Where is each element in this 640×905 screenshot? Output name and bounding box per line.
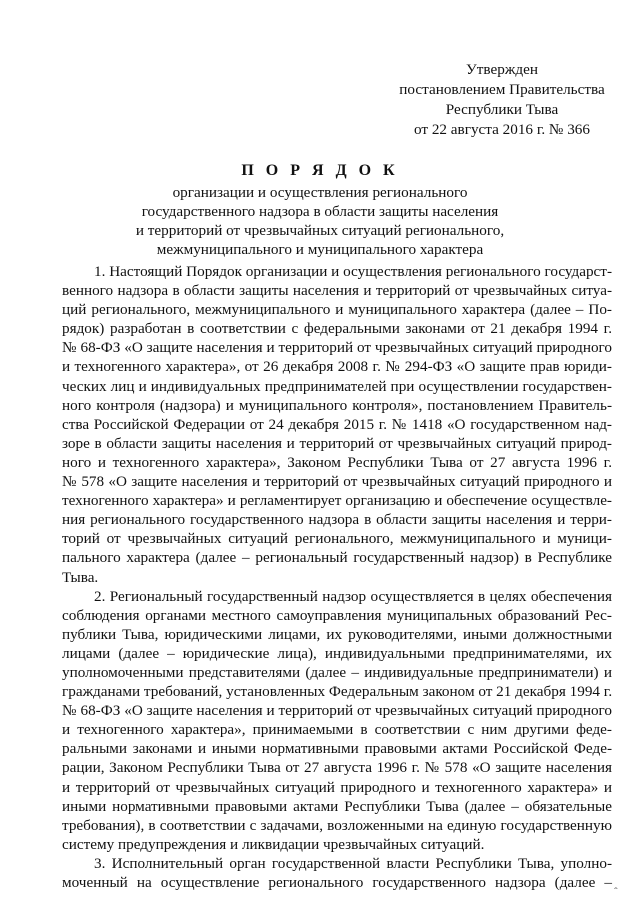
paragraph-1-line: техногенного характера» и регламентирует организацию и обеспечение осуществле- xyxy=(62,492,612,510)
paragraph-1-line: № 578 «О защите населения и территорий от чрезвычайных ситуаций природного и xyxy=(62,473,612,491)
paragraph-1-line: ций регионального, межмуниципального и муниципального характера (далее – По- xyxy=(62,301,612,319)
paragraph-2-line: лицами (далее – юридические лица), индивидуальными предпринимателями, их xyxy=(62,644,612,662)
approval-line: постановлением Правительства xyxy=(399,81,605,98)
subtitle-line: организации и осуществления регионального xyxy=(172,184,468,201)
paragraph-1-line: ческих лиц и индивидуальных предпринимателей при осуществлении государствен- xyxy=(62,377,612,395)
paragraph-1-line: ства Российской Федерации от 24 декабря 2015 г. № 1418 «О государственном над- xyxy=(62,415,612,433)
approval-line: Республики Тыва xyxy=(445,101,559,118)
paragraph-2-line: иными нормативными правовыми актами Республики Тыва (далее – обязательные xyxy=(62,797,612,815)
subtitle-line: и территорий от чрезвычайных ситуаций регионального, xyxy=(135,222,505,239)
paragraph-1-line: № 68-ФЗ «О защите населения и территорий от чрезвычайных ситуаций природного xyxy=(62,339,612,357)
paragraph-2-line: систему предупреждения и ликвидации чрезвычайных ситуаций. xyxy=(62,835,485,853)
approval-line: Утвержден xyxy=(466,61,538,78)
scan-mark-icon: ˆ xyxy=(614,886,618,898)
paragraph-1-line: ния регионального государственного надзора в области защиты населения и терри- xyxy=(62,511,612,529)
paragraph-2-line: ральными законами и иными нормативными правовыми актами Российской Феде- xyxy=(62,740,612,758)
paragraph-2-line: публики Тыва, юридическими лицами, их руководителями, иными должностными xyxy=(62,625,612,643)
paragraph-3-line: моченный на осуществление регионального государственного надзора (далее – xyxy=(62,874,612,891)
paragraph-1-line: венного надзора в области защиты населения и территорий от чрезвычайных ситуа- xyxy=(62,282,612,300)
document-title: П О Р Я Д О К xyxy=(241,162,399,179)
approval-block xyxy=(386,60,618,140)
paragraph-2-line: и территорий от чрезвычайных ситуаций природного и техногенного характера» и xyxy=(62,778,612,796)
paragraph-1-line: пального характера (далее – региональный государственный надзор) в Республике xyxy=(62,549,612,567)
paragraph-1-line: ного и техногенного характера», Законом Республики Тыва от 27 августа 1996 г. xyxy=(62,453,612,471)
paragraph-2-line: № 68-ФЗ «О защите населения и территорий от чрезвычайных ситуаций природного xyxy=(62,702,612,720)
paragraph-3-line: 3. Исполнительный орган государственной власти Республики Тыва, уполно- xyxy=(94,854,612,872)
paragraph-1-line: ного контроля (надзора) и муниципального контроля», постановлением Правитель- xyxy=(62,396,612,414)
paragraph-1-line: торий от чрезвычайных ситуаций регионального, межмуниципального и муници- xyxy=(62,530,612,548)
paragraph-1-line: зоре в области защиты населения и территорий от чрезвычайных ситуаций природ- xyxy=(62,434,612,452)
paragraph-2-line: соблюдения органами местного самоуправления муниципальных образований Рес- xyxy=(62,606,612,624)
paragraph-2-line: и техногенного характера», принимаемыми в соответствии с ним другими феде- xyxy=(62,721,612,739)
paragraph-2-line: требования), в соответствии с задачами, возложенными на единую государственную xyxy=(62,816,612,834)
document-subtitle xyxy=(0,183,640,259)
subtitle-line: межмуниципального и муниципального характера xyxy=(156,241,484,258)
subtitle-line: государственного надзора в области защиты населения xyxy=(141,203,499,220)
document-body xyxy=(62,262,612,892)
paragraph-1-line: рядок) разработан в соответствии с федеральными законами от 21 декабря 1994 г. xyxy=(62,320,612,338)
approval-date-line: от 22 августа 2016 г. № 366 xyxy=(414,121,590,138)
paragraph-2-line: 2. Региональный государственный надзор осуществляется в целях обеспечения xyxy=(94,587,612,605)
paragraph-2-line: рации, Законом Республики Тыва от 27 августа 1996 г. № 578 «О защите населения xyxy=(62,759,612,777)
paragraph-1-line: Тыва. xyxy=(62,568,99,586)
paragraph-2-line: гражданами требований, установленных Федеральным законом от 21 декабря 1994 г. xyxy=(62,683,613,701)
paragraph-2-line: уполномоченными представителями (далее – индивидуальные предприниматели) и xyxy=(62,663,612,681)
paragraph-1-line: и техногенного характера», от 26 декабря 2008 г. № 294-ФЗ «О защите прав юриди- xyxy=(62,358,612,376)
paragraph-1-line: 1. Настоящий Порядок организации и осуществления регионального государст- xyxy=(94,263,612,280)
